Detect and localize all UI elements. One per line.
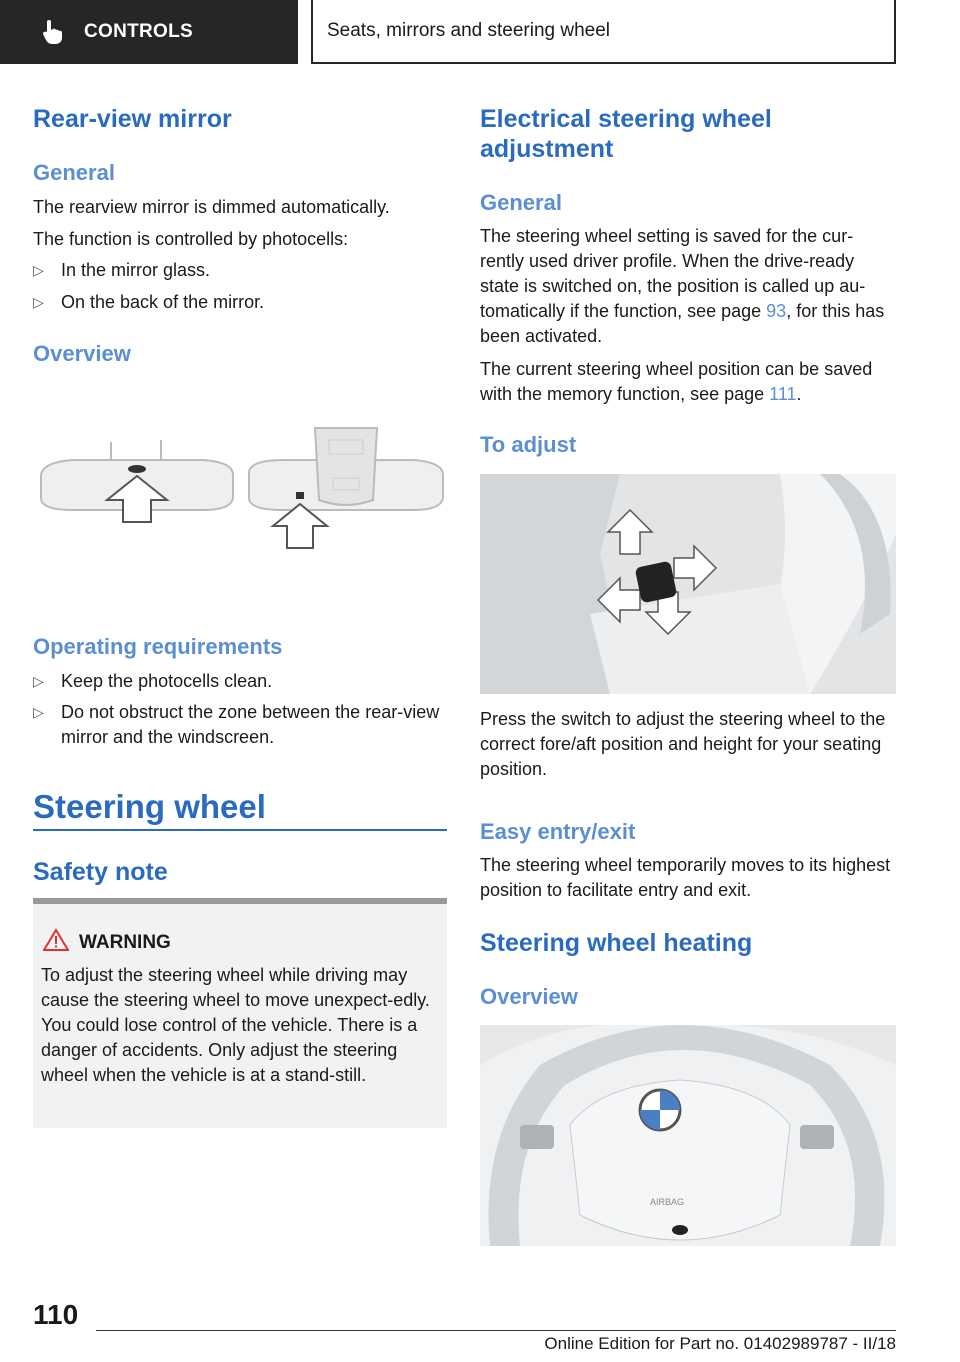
triangle-bullet-icon: ▷ (33, 262, 44, 278)
steering-heating-title: Steering wheel heating (480, 929, 753, 957)
hand-pointer-icon (38, 18, 66, 46)
warning-triangle-icon (43, 928, 69, 952)
triangle-bullet-icon: ▷ (33, 704, 44, 720)
overview-heading-left: Overview (33, 341, 131, 366)
page-number: 110 (33, 1299, 79, 1330)
adjust-paragraph: Press the switch to adjust the steering wheel to the correct fore/aft position and height for your seating position. (480, 709, 886, 779)
title-underline (33, 829, 447, 831)
list-item-text: On the back of the mirror. (61, 292, 265, 312)
airbag-label: AIRBAG (650, 1197, 685, 1207)
paragraph-text: , for this has been activated. (480, 301, 885, 346)
paragraph-text: . (796, 384, 802, 404)
page-link-111[interactable]: 111 (769, 384, 797, 404)
list-item (33, 669, 447, 694)
general-heading-left: General (33, 160, 115, 185)
general-paragraph-2: The function is controlled by photocells: (33, 229, 349, 249)
page-link-93[interactable]: 93 (766, 301, 787, 321)
warning-box (33, 898, 447, 1128)
rear-mirror-title: Rear-view mirror (33, 105, 232, 133)
header-chapter (311, 0, 896, 64)
general-right-paragraph-2 (480, 357, 896, 407)
list-item-text: Do not obstruct the zone between the rear-view mirror and the windscreen. (61, 702, 440, 747)
list-item-text: In the mirror glass. (61, 260, 211, 280)
operating-requirements-heading: Operating requirements (33, 634, 283, 659)
list-item (33, 700, 447, 750)
steering-adjust-switch-photo (480, 474, 896, 694)
triangle-bullet-icon: ▷ (33, 294, 44, 310)
header-chapter-label: Seats, mirrors and steering wheel (327, 20, 611, 41)
header-section-tab (0, 0, 298, 64)
warning-title: WARNING (79, 932, 171, 953)
general-heading-right: General (480, 190, 562, 215)
general-right-paragraph-1 (480, 224, 896, 349)
steering-wheel-photo (480, 1025, 896, 1246)
warning-text: To adjust the steering wheel while driving may cause the steering wheel to move unexpect-edly. You could lose control of the vehicle. There is a danger of accidents. Only adjust the steering wheel when the vehicle is at a stand-still. (41, 965, 430, 1085)
list-item-text: Keep the photocells clean. (61, 671, 273, 691)
to-adjust-heading: To adjust (480, 432, 577, 457)
rear-mirror-illustration (33, 400, 447, 600)
easy-entry-paragraph: The steering wheel temporarily moves to its highest position to facilitate entry and exit. (480, 855, 891, 900)
overview-heading-right: Overview (480, 984, 578, 1009)
electrical-adjustment-title: Electrical steering wheel adjustment (480, 105, 772, 163)
footer-rule (96, 1330, 896, 1331)
footer-edition: Online Edition for Part no. 01402989787 - II/18 (544, 1334, 896, 1353)
safety-note-heading: Safety note (33, 858, 168, 886)
paragraph-text: The steering wheel setting is saved for the cur-rently used driver profile. When the drive-ready state is switched on, the position is called up au-tomatically if the function, see page (480, 226, 866, 321)
triangle-bullet-icon: ▷ (33, 673, 44, 689)
steering-wheel-title: Steering wheel (33, 788, 266, 825)
header-section-label: CONTROLS (84, 21, 194, 42)
easy-entry-heading: Easy entry/exit (480, 819, 636, 844)
general-paragraph-1: The rearview mirror is dimmed automatically. (33, 197, 390, 217)
paragraph-text: The current steering wheel position can be saved with the memory function, see page (480, 359, 873, 404)
list-item (33, 290, 447, 315)
list-item (33, 258, 447, 283)
